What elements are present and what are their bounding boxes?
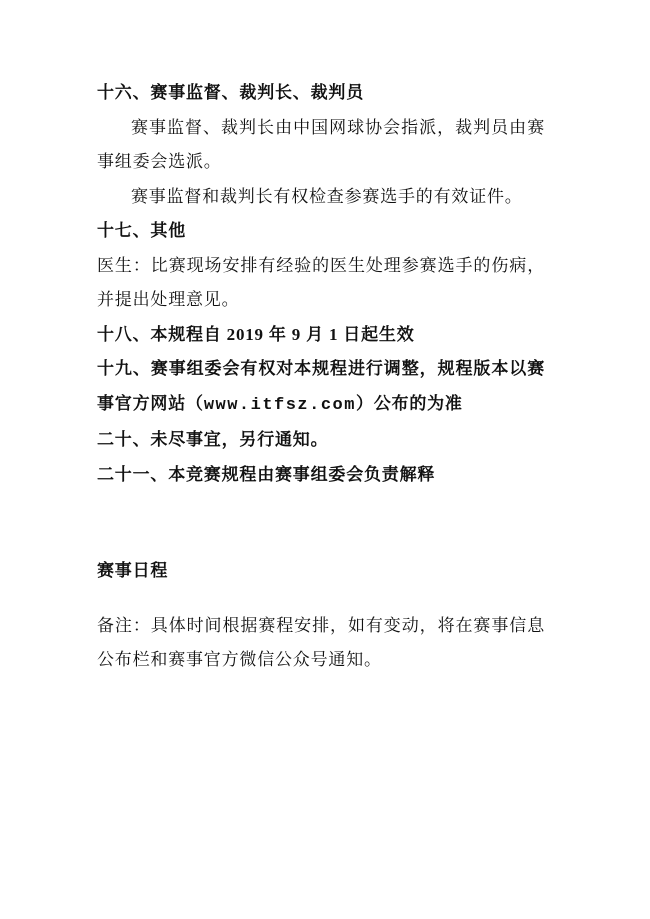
section-18 xyxy=(97,318,545,353)
schedule-section xyxy=(97,554,545,678)
section-19-heading-suffix: ）公布的为准 xyxy=(355,393,463,413)
section-17 xyxy=(97,214,545,318)
section-19-heading xyxy=(97,352,545,423)
section-16-paragraph-1: 赛事监督、裁判长由中国网球协会指派，裁判员由赛事组委会选派。 xyxy=(97,117,545,171)
section-19-heading-text: 十九、赛事组委会有权对本规程进行调整，规程版本以赛事官方网站（ xyxy=(97,359,545,413)
section-17-heading: 十七、其他 xyxy=(97,221,186,240)
schedule-note: 备注：具体时间根据赛程安排，如有变动，将在赛事信息公布栏和赛事官方微信公众号通知。 xyxy=(97,615,545,669)
official-website-url: www.itfsz.com xyxy=(203,395,356,415)
section-21-heading: 二十一、本竞赛规程由赛事组委会负责解释 xyxy=(97,464,436,484)
section-16 xyxy=(97,76,545,214)
section-16-heading: 十六、赛事监督、裁判长、裁判员 xyxy=(97,83,364,102)
section-18-heading: 十八、本规程自 2019 年 9 月 1 日起生效 xyxy=(97,324,415,344)
section-19 xyxy=(97,352,545,423)
section-17-paragraph-1: 医生：比赛现场安排有经验的医生处理参赛选手的伤病，并提出处理意见。 xyxy=(97,255,545,309)
section-20-heading: 二十、未尽事宜，另行通知。 xyxy=(97,430,329,449)
section-20 xyxy=(97,423,545,458)
section-21 xyxy=(97,458,545,493)
section-16-paragraph-2: 赛事监督和裁判长有权检查参赛选手的有效证件。 xyxy=(131,186,523,206)
schedule-heading: 赛事日程 xyxy=(97,561,169,580)
